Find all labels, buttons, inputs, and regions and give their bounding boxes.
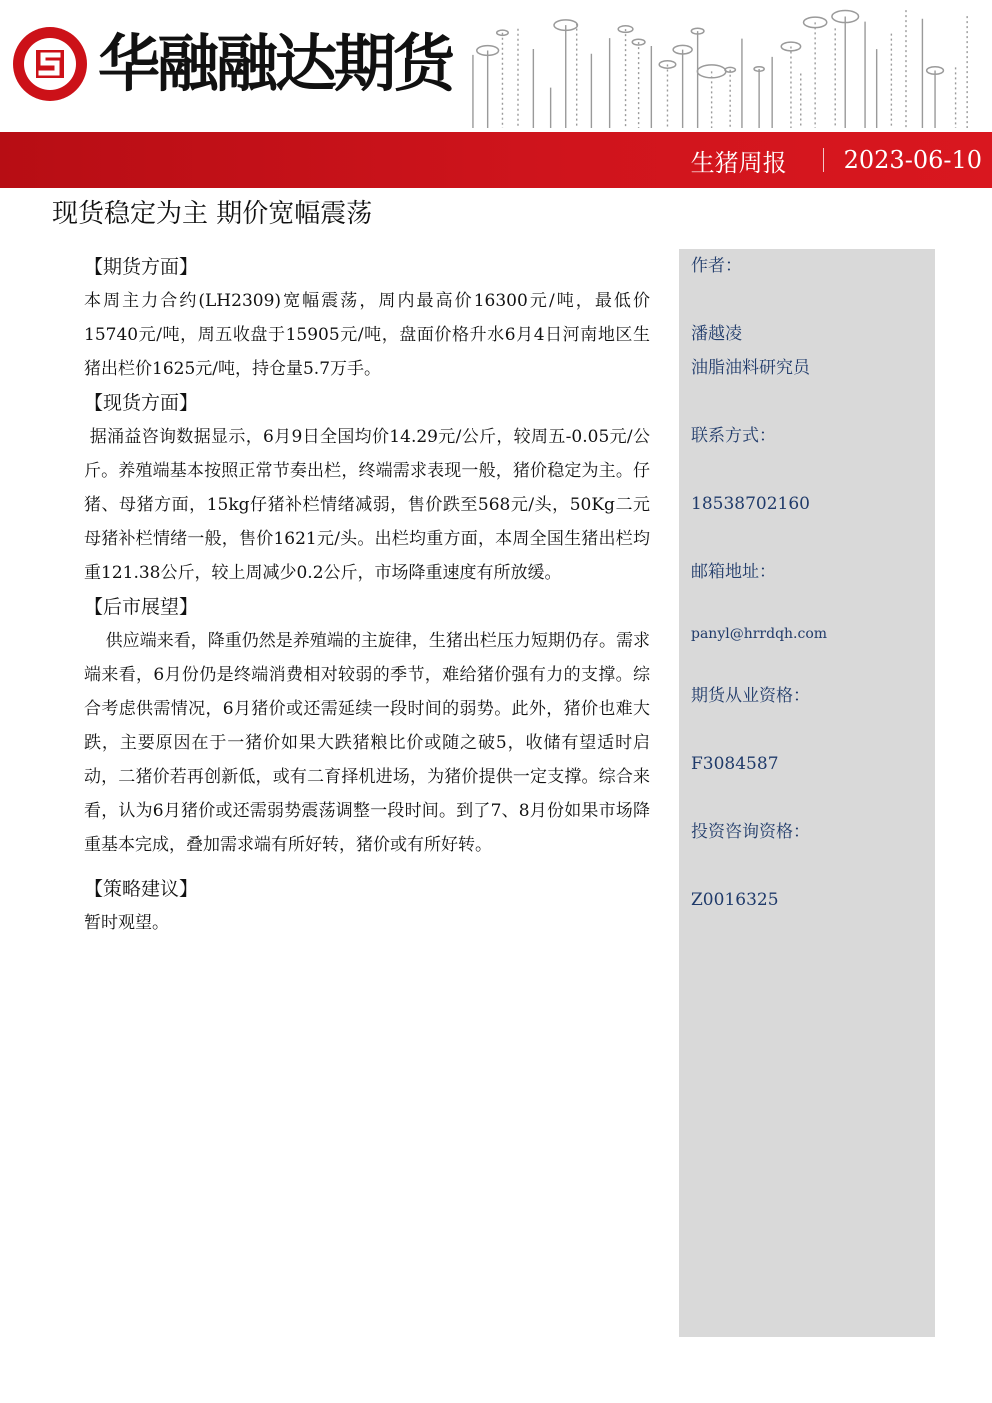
- section-futures: [84, 250, 650, 386]
- company-logo-icon: [10, 24, 90, 104]
- report-banner: [0, 132, 992, 188]
- email-address: panyl@hrrdqh.com: [691, 626, 828, 642]
- report-title: 现货稳定为主 期价宽幅震荡: [52, 199, 373, 229]
- author-title: 油脂油料研究员: [691, 358, 810, 378]
- section-heading: 【期货方面】: [84, 256, 199, 278]
- section-heading: 【策略建议】: [84, 878, 199, 900]
- author-label: 作者：: [691, 256, 742, 276]
- decorative-pattern: [440, 0, 992, 132]
- report-date: 2023-06-10: [843, 146, 982, 174]
- section-outlook: [84, 590, 650, 862]
- futures-qualification-label: 期货从业资格：: [691, 686, 810, 706]
- company-name: 华融融达期货: [98, 27, 453, 100]
- author-sidebar: [679, 249, 935, 1337]
- report-type: 生猪周报: [690, 148, 787, 177]
- section-paragraph: 本周主力合约(LH2309)宽幅震荡，周内最高价16300元/吨，最低价15740元/吨，周五收盘于15905元/吨，盘面价格升水6月4日河南地区生猪出栏价1625元/吨，持仓量5.7万手。: [84, 291, 650, 379]
- investment-qualification-number: Z0016325: [691, 890, 779, 910]
- section-paragraph: 供应端来看，降重仍然是养殖端的主旋律，生猪出栏压力短期仍存。需求端来看，6月份仍是终端消费相对较弱的季节，难给猪价强有力的支撑。综合考虑供需情况，6月猪价或还需延续一段时间的弱势。此外，猪价也难大跌，主要原因在于一猪价如果大跌猪粮比价或随之破5，收储有望适时启动，二猪价若再创新低，或有二育择机进场，为猪价提供一定支撑。综合来看，认为6月猪价或还需弱势震荡调整一段时间。到了7、8月份如果市场降重基本完成，叠加需求端有所好转，猪价或有所好转。: [84, 631, 651, 855]
- section-strategy: [84, 872, 650, 940]
- section-gap: [84, 862, 650, 872]
- section-heading: 【后市展望】: [84, 596, 199, 618]
- report-header: [0, 0, 992, 190]
- futures-qualification-number: F3084587: [691, 754, 779, 774]
- banner-divider: [823, 148, 824, 172]
- section-spot: [84, 386, 650, 590]
- report-body: [84, 250, 650, 940]
- section-heading: 【现货方面】: [84, 392, 199, 414]
- section-paragraph: 据涌益咨询数据显示，6月9日全国均价14.29元/公斤，较周五-0.05元/公斤。养殖端基本按照正常节奏出栏，终端需求表现一般，猪价稳定为主。仔猪、母猪方面，15kg仔猪补栏情绪减弱，售价跌至568元/头，50Kg二元母猪补栏情绪一般，售价1621元/头。出栏均重方面，本周全国生猪出栏均重121.38公斤，较上周减少0.2公斤，市场降重速度有所放缓。: [84, 427, 650, 583]
- email-label: 邮箱地址：: [691, 562, 776, 582]
- section-paragraph: 暂时观望。: [84, 913, 169, 933]
- phone-number: 18538702160: [691, 494, 810, 514]
- contact-label: 联系方式：: [691, 426, 776, 446]
- author-name: 潘越凌: [691, 324, 742, 344]
- investment-qualification-label: 投资咨询资格：: [691, 822, 810, 842]
